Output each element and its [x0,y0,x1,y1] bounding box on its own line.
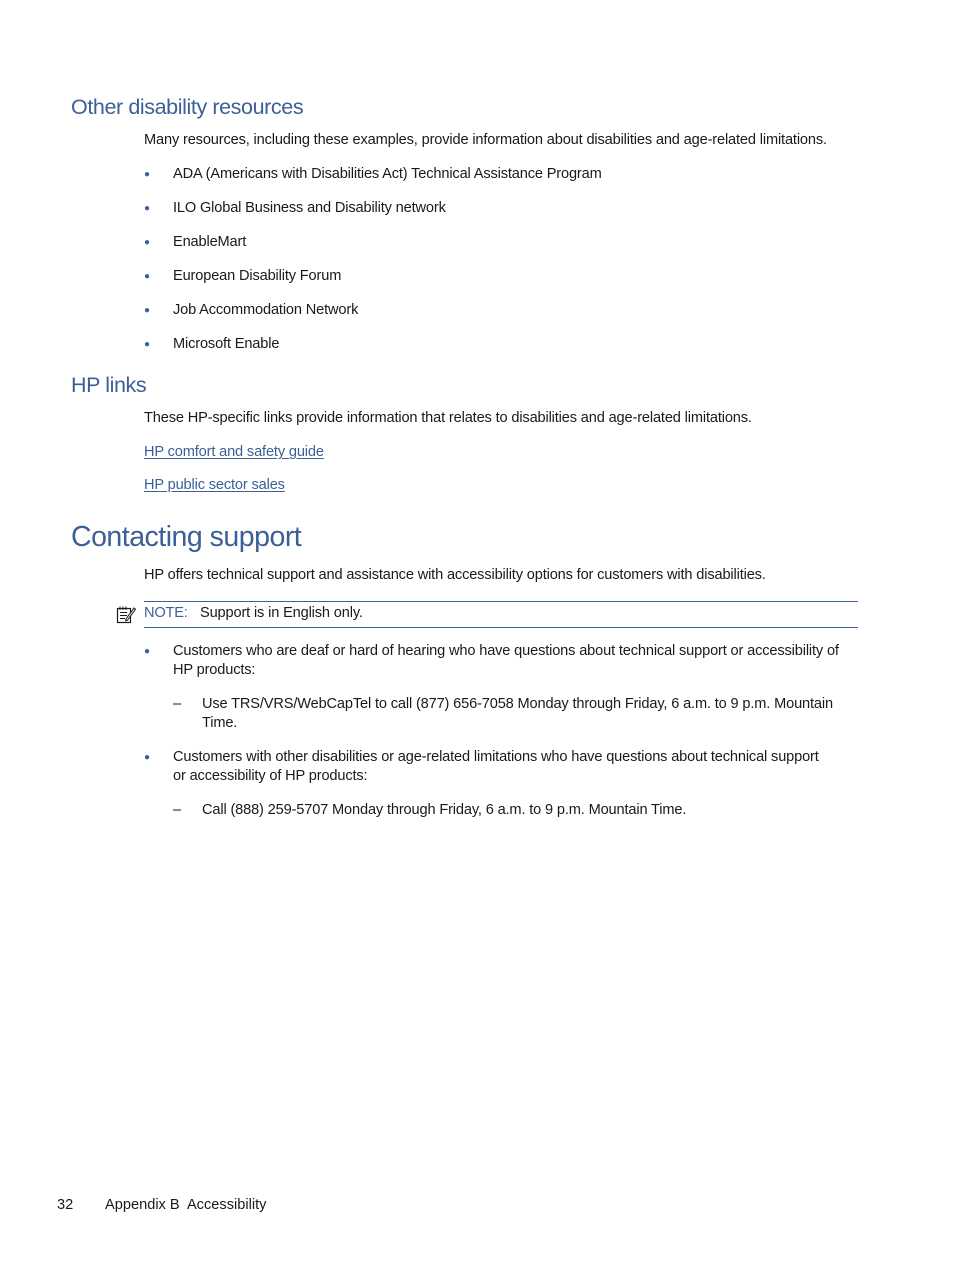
dash-icon: – [173,802,182,818]
section-heading-hp-links: HP links [71,373,147,397]
support-item-line: Customers with other disabilities or age-related limitations who have questions about technical support [173,749,819,765]
bullet-icon: ● [144,305,151,316]
support-intro: HP offers technical support and assistance with accessibility options for customers with disabilities. [144,567,766,583]
note-bottom-rule [144,627,858,628]
bullet-icon: ● [144,646,151,657]
page-title-contacting-support: Contacting support [71,521,302,553]
page-number: 32 [57,1197,74,1213]
hp-links-intro: These HP-specific links provide information that relates to disabilities and age-related limitations. [144,410,752,426]
bullet-icon: ● [144,237,151,248]
note-icon [116,604,136,624]
support-item-line: or accessibility of HP products: [173,768,368,784]
section-heading-other-resources: Other disability resources [71,95,304,119]
list-item: Job Accommodation Network [173,302,359,318]
note-text: Support is in English only. [200,605,363,621]
other-resources-intro: Many resources, including these examples, provide information about disabilities and age-related limitations. [144,132,827,148]
list-item: ILO Global Business and Disability network [173,200,446,216]
note-top-rule [144,601,858,602]
bullet-icon: ● [144,339,151,350]
bullet-icon: ● [144,752,151,763]
list-item: Microsoft Enable [173,336,280,352]
bullet-icon: ● [144,271,151,282]
support-item-line: HP products: [173,662,256,678]
note-label: NOTE: [144,605,188,621]
dash-icon: – [173,696,182,712]
list-item: ADA (Americans with Disabilities Act) Technical Assistance Program [173,166,602,182]
support-subitem-line: Call (888) 259-5707 Monday through Friday, 6 a.m. to 9 p.m. Mountain Time. [202,802,687,818]
support-item-line: Customers who are deaf or hard of hearing who have questions about technical support or accessibility of [173,643,839,659]
support-subitem-line: Use TRS/VRS/WebCapTel to call (877) 656-7058 Monday through Friday, 6 a.m. to 9 p.m. Mountain [202,696,833,712]
list-item: EnableMart [173,234,247,250]
bullet-icon: ● [144,203,151,214]
support-subitem-line: Time. [202,715,238,731]
bullet-icon: ● [144,169,151,180]
list-item: European Disability Forum [173,268,342,284]
link-hp-public-sector-sales[interactable]: HP public sector sales [144,477,285,493]
link-hp-comfort-safety-guide[interactable]: HP comfort and safety guide [144,444,324,460]
footer-chapter: Appendix B Accessibility [105,1197,267,1213]
